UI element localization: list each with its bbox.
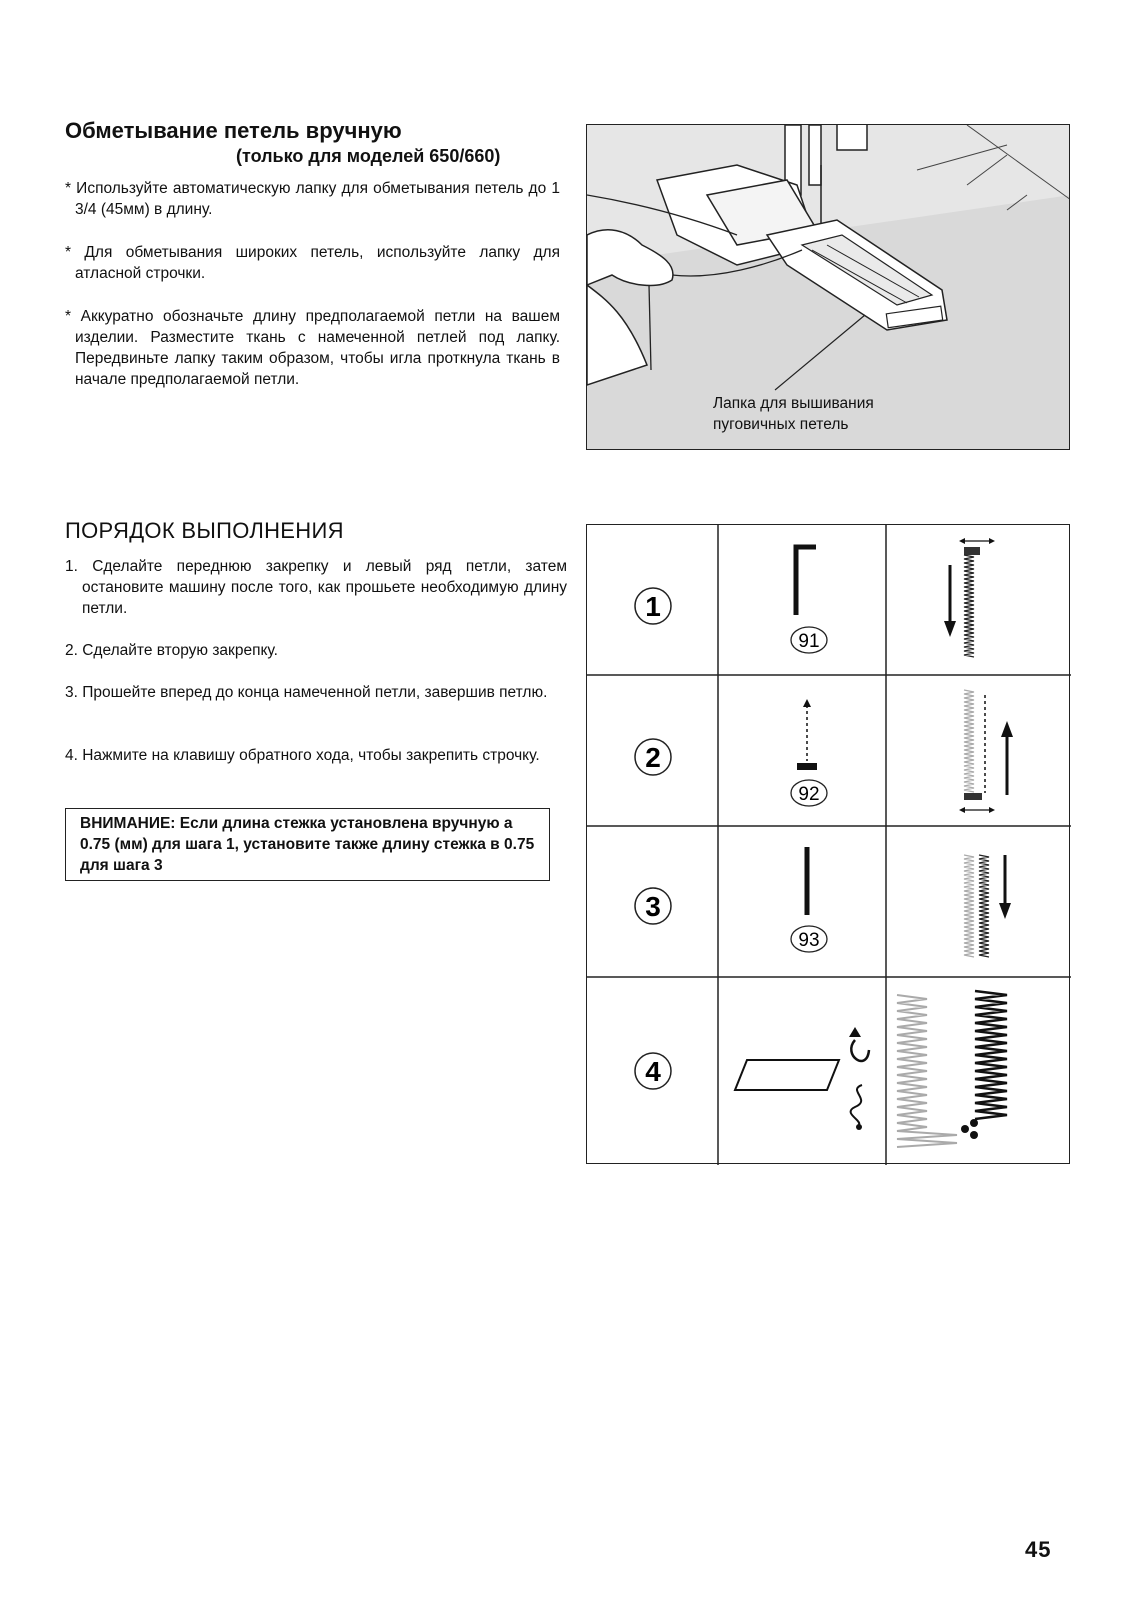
buttonhole-foot-illustration — [586, 124, 1070, 450]
step-number-3-label: 3 — [645, 891, 661, 922]
step-number-2-label: 2 — [645, 742, 661, 773]
step-number-1-label: 1 — [645, 591, 661, 622]
page-title: Обметывание петель вручную — [65, 118, 402, 143]
note-2: * Для обметывания широких петель, используйте лапку для атласной строчки. — [65, 244, 560, 282]
pattern-icon-91 — [796, 547, 816, 615]
reverse-arrow-icon — [851, 1040, 869, 1061]
step-1-text: 1. Сделайте переднюю закрепку и левый ряд петли, затем остановите машину после того, как прошьете необходимую длину петли. — [65, 558, 567, 617]
pattern-code-93: 93 — [798, 930, 820, 951]
photo-caption-line2: пуговичных петель — [713, 416, 849, 433]
steps-table-drawing — [587, 525, 1071, 1165]
pattern-code-92: 92 — [798, 784, 820, 805]
step-3-text: 3. Прошейте вперед до конца намеченной петли, завершив петлю. — [65, 684, 548, 701]
step-4-text: 4. Нажмите на клавишу обратного хода, чтобы закрепить строчку. — [65, 747, 540, 764]
step-2-text: 2. Сделайте вторую закрепку. — [65, 642, 278, 659]
procedure-heading: ПОРЯДОК ВЫПОЛНЕНИЯ — [65, 518, 344, 543]
step-number-4-label: 4 — [645, 1056, 661, 1087]
pattern-code-91: 91 — [798, 631, 820, 652]
page-number: 45 — [1025, 1537, 1052, 1562]
note-1: * Используйте автоматическую лапку для обметывания петель до 1 3/4 (45мм) в длину. — [65, 180, 560, 218]
reverse-key-icon — [735, 1060, 839, 1090]
page-subtitle: (только для моделей 650/660) — [236, 146, 501, 166]
buttonhole-steps-table — [586, 524, 1070, 1164]
notice-box: ВНИМАНИЕ: Если длина стежка установлена вручную а 0.75 (мм) для шага 1, установите также длину стежка в 0.75 для шага 3 — [65, 808, 550, 881]
photo-caption-line1: Лапка для вышивания — [713, 395, 874, 412]
note-3: * Аккуратно обозначьте длину предполагаемой петли на вашем изделии. Разместите ткань с намеченной петлей под лапку. Передвиньте лапку таким образом, чтобы игла проткнула ткань в начале предполагаемой петли. — [65, 308, 560, 388]
